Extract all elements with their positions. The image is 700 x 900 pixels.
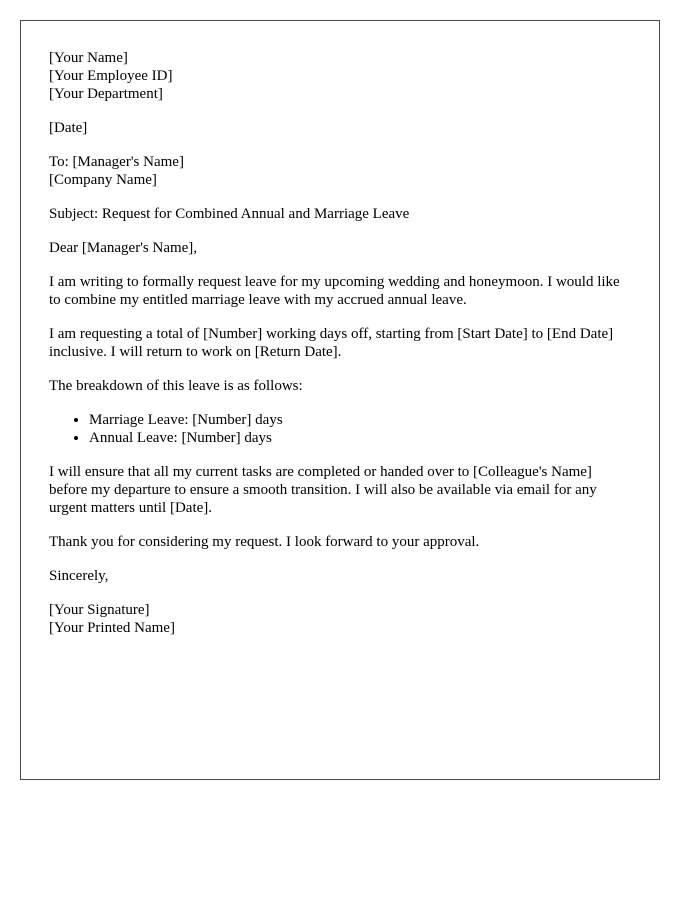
sender-block (49, 49, 631, 103)
letter-document (20, 20, 660, 780)
sender-department: [Your Department] (49, 86, 163, 102)
signature-block (49, 601, 631, 637)
sender-name: [Your Name] (49, 50, 128, 66)
list-item: • Marriage Leave: [Number] days (89, 411, 631, 429)
sender-employee-id: [Your Employee ID] (49, 68, 173, 84)
body-paragraph-5: Thank you for considering my request. I look forward to your approval. (49, 534, 480, 550)
list-item: • Annual Leave: [Number] days (89, 429, 631, 447)
closing: Sincerely, (49, 568, 109, 584)
recipient-to-line: To: [Manager's Name] (49, 154, 184, 170)
printed-name: [Your Printed Name] (49, 620, 175, 636)
body-paragraph-3: The breakdown of this leave is as follows: (49, 378, 303, 394)
subject-line: Subject: Request for Combined Annual and Marriage Leave (49, 206, 410, 222)
body-paragraph-4: I will ensure that all my current tasks are completed or handed over to [Colleague's Name] before my departure to ensure a smooth transition. I will also be available via email for any urgent matters until [Date]. (49, 464, 597, 516)
body-paragraph-1: I am writing to formally request leave for my upcoming wedding and honeymoon. I would like to combine my entitled marriage leave with my accrued annual leave. (49, 274, 620, 308)
date-block (49, 119, 631, 137)
signature-line: [Your Signature] (49, 602, 150, 618)
body-paragraph-2: I am requesting a total of [Number] working days off, starting from [Start Date] to [End Date] inclusive. I will return to work on [Return Date]. (49, 326, 614, 360)
recipient-block (49, 153, 631, 189)
leave-breakdown-list (49, 411, 631, 447)
salutation: Dear [Manager's Name], (49, 240, 198, 256)
letter-date: [Date] (49, 120, 88, 136)
recipient-company: [Company Name] (49, 172, 157, 188)
